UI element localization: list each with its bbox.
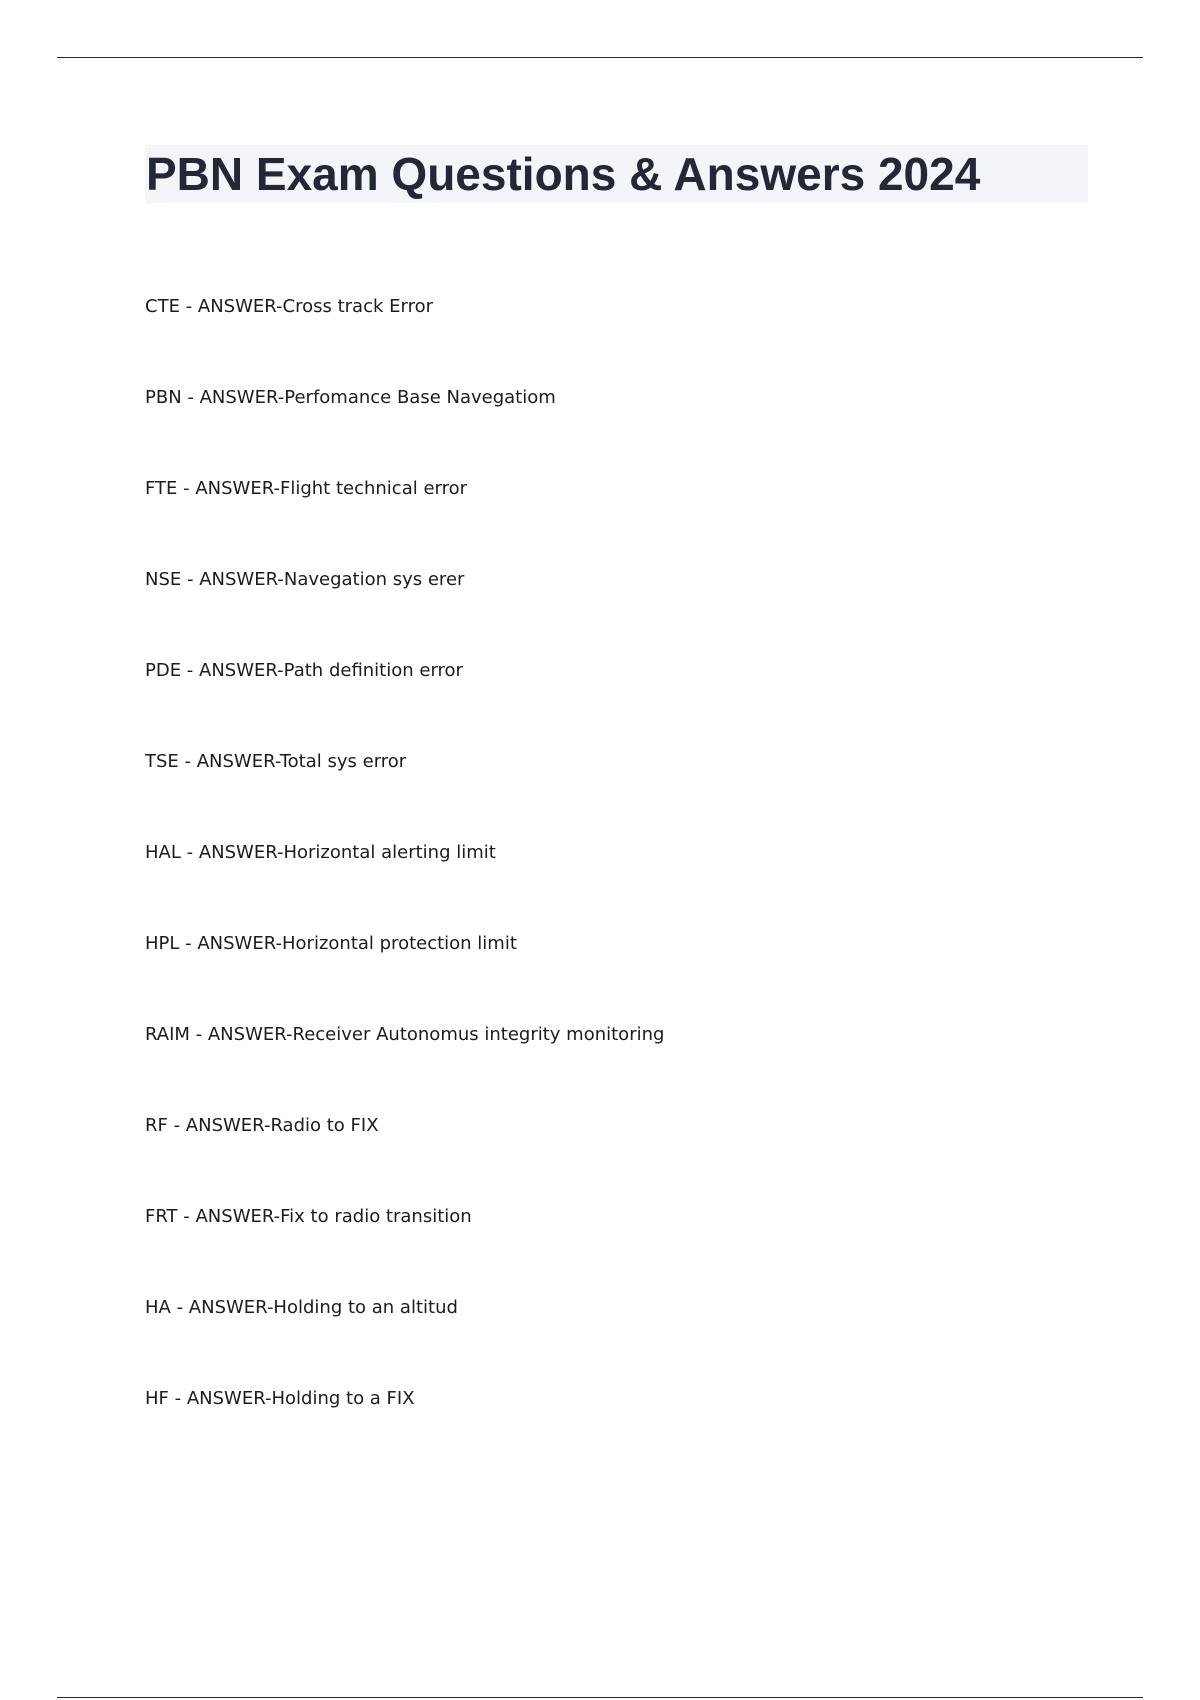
qa-item-nse: NSE - ANSWER-Navegation sys erer xyxy=(145,569,465,590)
page-title: PBN Exam Questions & Answers 2024 xyxy=(146,148,981,200)
qa-item-tse: TSE - ANSWER-Total sys error xyxy=(145,751,407,772)
qa-item-pbn: PBN - ANSWER-Perfomance Base Navegatiom xyxy=(145,387,556,408)
bottom-divider xyxy=(57,1697,1143,1698)
qa-item-frt: FRT - ANSWER-Fix to radio transition xyxy=(145,1206,472,1227)
qa-item-cte: CTE - ANSWER-Cross track Error xyxy=(145,296,433,317)
qa-list xyxy=(145,290,664,1473)
qa-item-rf: RF - ANSWER-Radio to FIX xyxy=(145,1115,379,1136)
qa-item-hpl: HPL - ANSWER-Horizontal protection limit xyxy=(145,933,517,954)
top-divider xyxy=(57,57,1143,58)
qa-item-fte: FTE - ANSWER-Flight technical error xyxy=(145,478,468,499)
qa-item-raim: RAIM - ANSWER-Receiver Autonomus integrity monitoring xyxy=(145,1024,665,1045)
qa-item-ha: HA - ANSWER-Holding to an altitud xyxy=(145,1297,458,1318)
qa-item-pde: PDE - ANSWER-Path definition error xyxy=(145,660,463,681)
qa-item-hal: HAL - ANSWER-Horizontal alerting limit xyxy=(145,842,496,863)
qa-item-hf: HF - ANSWER-Holding to a FIX xyxy=(145,1388,415,1409)
